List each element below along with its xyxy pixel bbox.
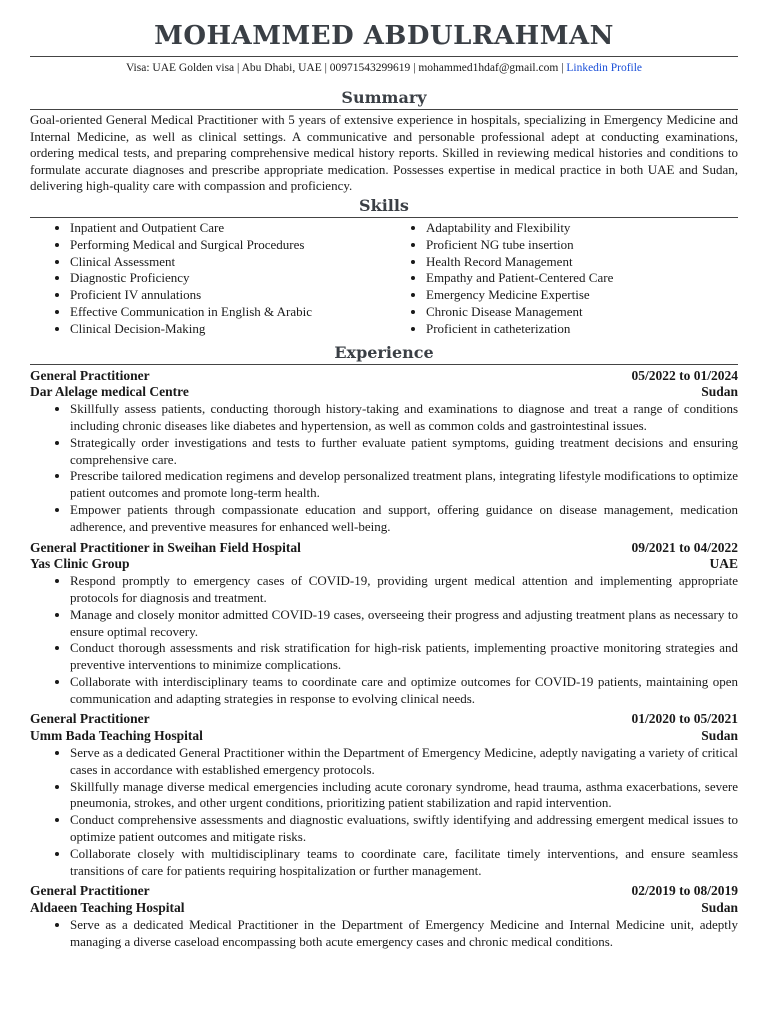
skills-columns <box>30 220 738 338</box>
resume-page <box>30 18 738 951</box>
job-bullets <box>30 745 738 879</box>
skill-item: • Proficient IV annulations <box>70 287 384 304</box>
skills-list-right <box>384 220 738 338</box>
job-role-row <box>30 883 738 900</box>
skill-item: • Empathy and Patient-Centered Care <box>426 270 738 287</box>
job-location: Sudan <box>701 728 738 744</box>
job-role-row <box>30 368 738 385</box>
skills-divider <box>30 217 738 218</box>
job-bullet: • Prescribe tailored medication regimens and develop personalized treatment plans, integrating lifestyle modifications to optimize patient outcomes and promote long-term health. <box>70 468 738 502</box>
job-entry <box>30 883 738 950</box>
job-bullet: • Empower patients through compassionate education and support, offering guidance on disease management, medication adherence, and preventive measures for enhanced well-being. <box>70 502 738 536</box>
job-dates: 09/2021 to 04/2022 <box>631 539 738 555</box>
job-bullets <box>30 917 738 951</box>
job-org-row <box>30 556 738 573</box>
candidate-name: MOHAMMED ABDULRAHMAN <box>154 21 614 51</box>
job-organization: Yas Clinic Group <box>30 556 130 572</box>
skills-title: Skills <box>359 195 409 215</box>
job-role: General Practitioner in Sweihan Field Hospital <box>30 539 301 555</box>
job-organization: Umm Bada Teaching Hospital <box>30 728 203 744</box>
summary-text: Goal-oriented General Medical Practitioner with 5 years of extensive experience in hospitals, specializing in Emergency Medicine and Internal Medicine, as well as clinical settings. A communicative and personable professional adept at conducting examinations, ordering medical tests, and preparing comprehensive medical history reports. Skilled in reviewing medical histories and conditions to formulate accurate diagnoses and prescribe appropriate medication. Possesses expertise in medical practice in both UAE and Sudan, delivering high-quality care with compassion and proficiency. <box>30 112 738 194</box>
job-role-row <box>30 711 738 728</box>
job-dates: 01/2020 to 05/2021 <box>631 711 738 727</box>
job-bullet: • Serve as a dedicated General Practitioner within the Department of Emergency Medicine, adeptly navigating a variety of critical cases in accordance with established emergency protocols. <box>70 745 738 779</box>
job-organization: Dar Alelage medical Centre <box>30 384 189 400</box>
job-bullet: • Collaborate closely with multidisciplinary teams to coordinate care, facilitate timely interventions, and ensure seamless transitions of care for patients requiring hospitalization or further management. <box>70 846 738 880</box>
job-bullet: • Respond promptly to emergency cases of COVID-19, providing urgent medical attention and implementing appropriate protocols for diagnosis and treatment. <box>70 573 738 607</box>
skill-item: • Diagnostic Proficiency <box>70 270 384 287</box>
skill-item: • Proficient in catheterization <box>426 321 738 338</box>
job-bullets <box>30 573 738 707</box>
experience-divider <box>30 364 738 365</box>
job-location: Sudan <box>701 900 738 916</box>
job-org-row <box>30 728 738 745</box>
job-dates: 05/2022 to 01/2024 <box>631 367 738 383</box>
job-organization: Aldaeen Teaching Hospital <box>30 900 185 916</box>
summary-title: Summary <box>341 88 427 107</box>
job-bullet: • Conduct thorough assessments and risk stratification for high-risk patients, implementing proactive monitoring strategies and preventive interventions to minimize complications. <box>70 640 738 674</box>
job-bullet: • Serve as a dedicated Medical Practitioner in the Department of Emergency Medicine and Internal Medicine unit, adeptly managing a diverse caseload encompassing both acute emergency cases and chronic medical conditions. <box>70 917 738 951</box>
summary-divider <box>30 109 738 110</box>
skill-item: • Emergency Medicine Expertise <box>426 287 738 304</box>
skill-item: • Adaptability and Flexibility <box>426 220 738 237</box>
skill-item: • Clinical Decision-Making <box>70 321 384 338</box>
experience-list <box>30 368 738 951</box>
linkedin-link[interactable]: Linkedin Profile <box>566 62 643 74</box>
job-org-row <box>30 384 738 401</box>
skill-item: • Proficient NG tube insertion <box>426 237 738 254</box>
job-entry <box>30 540 738 708</box>
job-role: General Practitioner <box>30 367 150 383</box>
experience-title: Experience <box>334 342 434 362</box>
job-entry <box>30 368 738 536</box>
skill-item: • Chronic Disease Management <box>426 304 738 321</box>
job-bullet: • Skillfully manage diverse medical emergencies including acute coronary syndrome, head trauma, asthma exacerbations, severe pneumonia, strokes, and other urgent conditions, prioritizing patient stabilization and rapid intervention. <box>70 779 738 813</box>
job-bullet: • Skillfully assess patients, conducting thorough history-taking and examinations to diagnose and treat a range of conditions including chronic diseases like diabetes and hypertension, as well as common colds and gastrointestinal issues. <box>70 401 738 435</box>
job-bullets <box>30 401 738 535</box>
job-role: General Practitioner <box>30 883 150 899</box>
skill-item: • Effective Communication in English & Arabic <box>70 304 384 321</box>
skill-item: • Health Record Management <box>426 254 738 271</box>
job-entry <box>30 711 738 879</box>
contact-details: Visa: UAE Golden visa | Abu Dhabi, UAE | 00971543299619 | mohammed1hdaf@gmail.com | <box>125 62 567 74</box>
job-location: Sudan <box>701 384 738 400</box>
skill-item: • Clinical Assessment <box>70 254 384 271</box>
job-org-row <box>30 900 738 917</box>
skills-list-left <box>30 220 384 338</box>
header-divider <box>30 56 738 57</box>
job-location: UAE <box>709 556 738 572</box>
job-bullet: • Collaborate with interdisciplinary teams to coordinate care and optimize outcomes for COVID-19 patients, maintaining open communication and adapting strategies in response to evolving clinical needs. <box>70 674 738 708</box>
contact-line <box>30 59 738 77</box>
job-role: General Practitioner <box>30 711 150 727</box>
job-bullet: • Strategically order investigations and tests to further evaluate patient symptoms, guiding treatment decisions and ensuring comprehensive care. <box>70 435 738 469</box>
job-role-row <box>30 540 738 557</box>
skill-item: • Inpatient and Outpatient Care <box>70 220 384 237</box>
job-bullet: • Conduct comprehensive assessments and diagnostic evaluations, swiftly identifying and addressing emergent medical issues to optimize patient outcomes and mitigate risks. <box>70 812 738 846</box>
skill-item: • Performing Medical and Surgical Procedures <box>70 237 384 254</box>
job-dates: 02/2019 to 08/2019 <box>631 883 738 899</box>
job-bullet: • Manage and closely monitor admitted COVID-19 cases, overseeing their progress and adjusting treatment plans as necessary to ensure optimal recovery. <box>70 607 738 641</box>
